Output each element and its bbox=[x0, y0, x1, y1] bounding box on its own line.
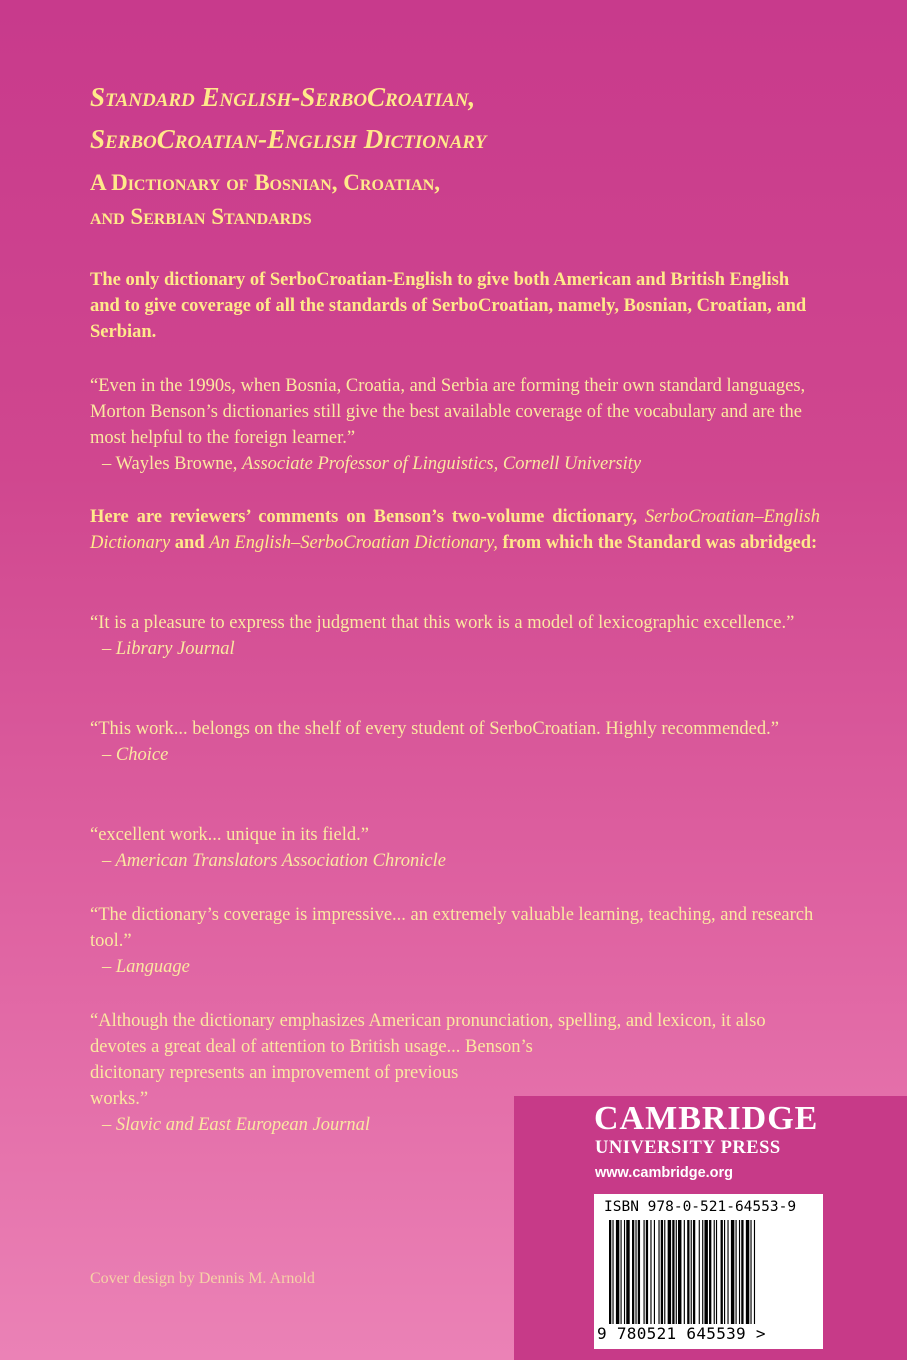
barcode-bar bbox=[684, 1220, 685, 1324]
quote-attribution bbox=[90, 451, 820, 477]
barcode-bar bbox=[616, 1220, 619, 1324]
title-line-2: SerboCroatian-English Dictionary bbox=[90, 124, 487, 154]
review-choice bbox=[90, 716, 820, 768]
publisher-panel bbox=[514, 1096, 907, 1360]
barcode-bar bbox=[704, 1220, 707, 1324]
review-library-journal bbox=[90, 610, 820, 662]
review-ata-chronicle bbox=[90, 822, 820, 874]
quote-affiliation: Associate Professor of Linguistics, Cornell University bbox=[241, 454, 642, 474]
title-line-1: Standard English-SerboCroatian, bbox=[90, 82, 476, 112]
barcode-bar bbox=[736, 1220, 737, 1324]
barcode-bar bbox=[609, 1220, 611, 1324]
review-language bbox=[90, 902, 820, 980]
barcode-bar bbox=[739, 1220, 740, 1324]
review-text: “This work... belongs on the shelf of every student of SerboCroatian. Highly recommended.” bbox=[90, 719, 779, 739]
barcode-bar bbox=[644, 1220, 645, 1324]
reviewers-paragraph bbox=[90, 504, 820, 556]
review-source: – Choice bbox=[102, 745, 169, 765]
reviewers-and: and bbox=[174, 533, 205, 553]
isbn-label: ISBN 978-0-521-64553-9 bbox=[604, 1199, 797, 1215]
barcode-bar bbox=[702, 1220, 703, 1324]
barcode-bar bbox=[731, 1220, 734, 1324]
barcode-bar bbox=[668, 1220, 671, 1324]
publisher-logo-name: CAMBRIDGE bbox=[594, 1100, 819, 1137]
review-text-continued: dicitonary represents an improvement of previous works.” bbox=[90, 1063, 459, 1109]
quote-browne bbox=[90, 373, 820, 477]
book-title-2: An English–SerboCroatian Dictionary, bbox=[209, 533, 498, 553]
barcode-bar bbox=[661, 1220, 663, 1324]
barcode-bar bbox=[676, 1220, 677, 1324]
review-source: – Library Journal bbox=[102, 639, 235, 659]
barcode-digits: 9 780521 645539 > bbox=[597, 1324, 766, 1343]
barcode-bar bbox=[678, 1220, 681, 1324]
barcode-bar bbox=[699, 1220, 700, 1324]
barcode-bar bbox=[672, 1220, 674, 1324]
barcode-bar bbox=[624, 1220, 625, 1324]
book-title-1: SerboCroatian–English Dictionary bbox=[90, 507, 820, 553]
barcode-bar bbox=[727, 1220, 728, 1324]
barcode-box bbox=[594, 1194, 823, 1349]
review-source: – Slavic and East European Journal bbox=[102, 1115, 371, 1135]
quote-text: “Even in the 1990s, when Bosnia, Croatia, and Serbia are forming their own standard languages, Morton Benson’s dictionaries still give the best available coverage of the vocabulary and are the most helpful to the foreign learner.” bbox=[90, 376, 806, 448]
cover-design-credit: Cover design by Dennis M. Arnold bbox=[90, 1270, 315, 1287]
reviewers-tail: from which the Standard was abridged: bbox=[502, 533, 818, 553]
barcode-bar bbox=[750, 1220, 751, 1324]
review-text: “Although the dictionary emphasizes American pronunciation, spelling, and lexicon, it also devotes a great deal of attention to British usage... Benson’s bbox=[90, 1011, 766, 1057]
barcode-bar bbox=[646, 1220, 648, 1324]
barcode-bar bbox=[741, 1220, 743, 1324]
review-text: “excellent work... unique in its field.” bbox=[90, 825, 369, 845]
subtitle-line-1: A Dictionary of Bosnian, Croatian, bbox=[90, 170, 441, 195]
barcode-bar bbox=[632, 1220, 634, 1324]
review-text: “The dictionary’s coverage is impressive... an extremely valuable learning, teaching, and research tool.” bbox=[90, 905, 814, 951]
intro-paragraph: The only dictionary of SerboCroatian-English to give both American and British English and to give coverage of all the standards of SerboCroatian, namely, Bosnian, Croatian, and Serbian. bbox=[90, 270, 807, 342]
barcode-bar bbox=[709, 1220, 711, 1324]
barcode-bar bbox=[687, 1220, 689, 1324]
barcode-icon bbox=[609, 1220, 809, 1326]
publisher-logo-sub: UNIVERSITY PRESS bbox=[595, 1138, 781, 1158]
barcode-bar bbox=[654, 1220, 655, 1324]
subtitle-line-2: and Serbian Standards bbox=[90, 204, 312, 229]
barcode-bar bbox=[724, 1220, 725, 1324]
barcode-bar bbox=[638, 1220, 640, 1324]
barcode-bar bbox=[746, 1220, 749, 1324]
barcode-bar bbox=[664, 1220, 665, 1324]
barcode-bar bbox=[716, 1220, 717, 1324]
reviewers-lead: Here are reviewers’ comments on Benson’s two-volume dictionary, bbox=[90, 507, 638, 527]
barcode-bar bbox=[612, 1220, 613, 1324]
review-text: “It is a pleasure to express the judgment that this work is a model of lexicographic excellence.” bbox=[90, 613, 795, 633]
review-source: – Language bbox=[102, 957, 190, 977]
barcode-bar bbox=[635, 1220, 636, 1324]
barcode-bar bbox=[693, 1220, 695, 1324]
barcode-bar bbox=[621, 1220, 622, 1324]
barcode-bar bbox=[754, 1220, 755, 1324]
barcode-bar bbox=[721, 1220, 723, 1324]
barcode-bar bbox=[691, 1220, 692, 1324]
publisher-url: www.cambridge.org bbox=[595, 1165, 734, 1181]
barcode-bar bbox=[650, 1220, 651, 1324]
barcode-bar bbox=[714, 1220, 715, 1324]
barcode-bar bbox=[658, 1220, 659, 1324]
barcode-bar bbox=[626, 1220, 629, 1324]
review-source: – American Translators Association Chronicle bbox=[102, 851, 446, 871]
quote-author: – Wayles Browne, bbox=[102, 454, 238, 474]
